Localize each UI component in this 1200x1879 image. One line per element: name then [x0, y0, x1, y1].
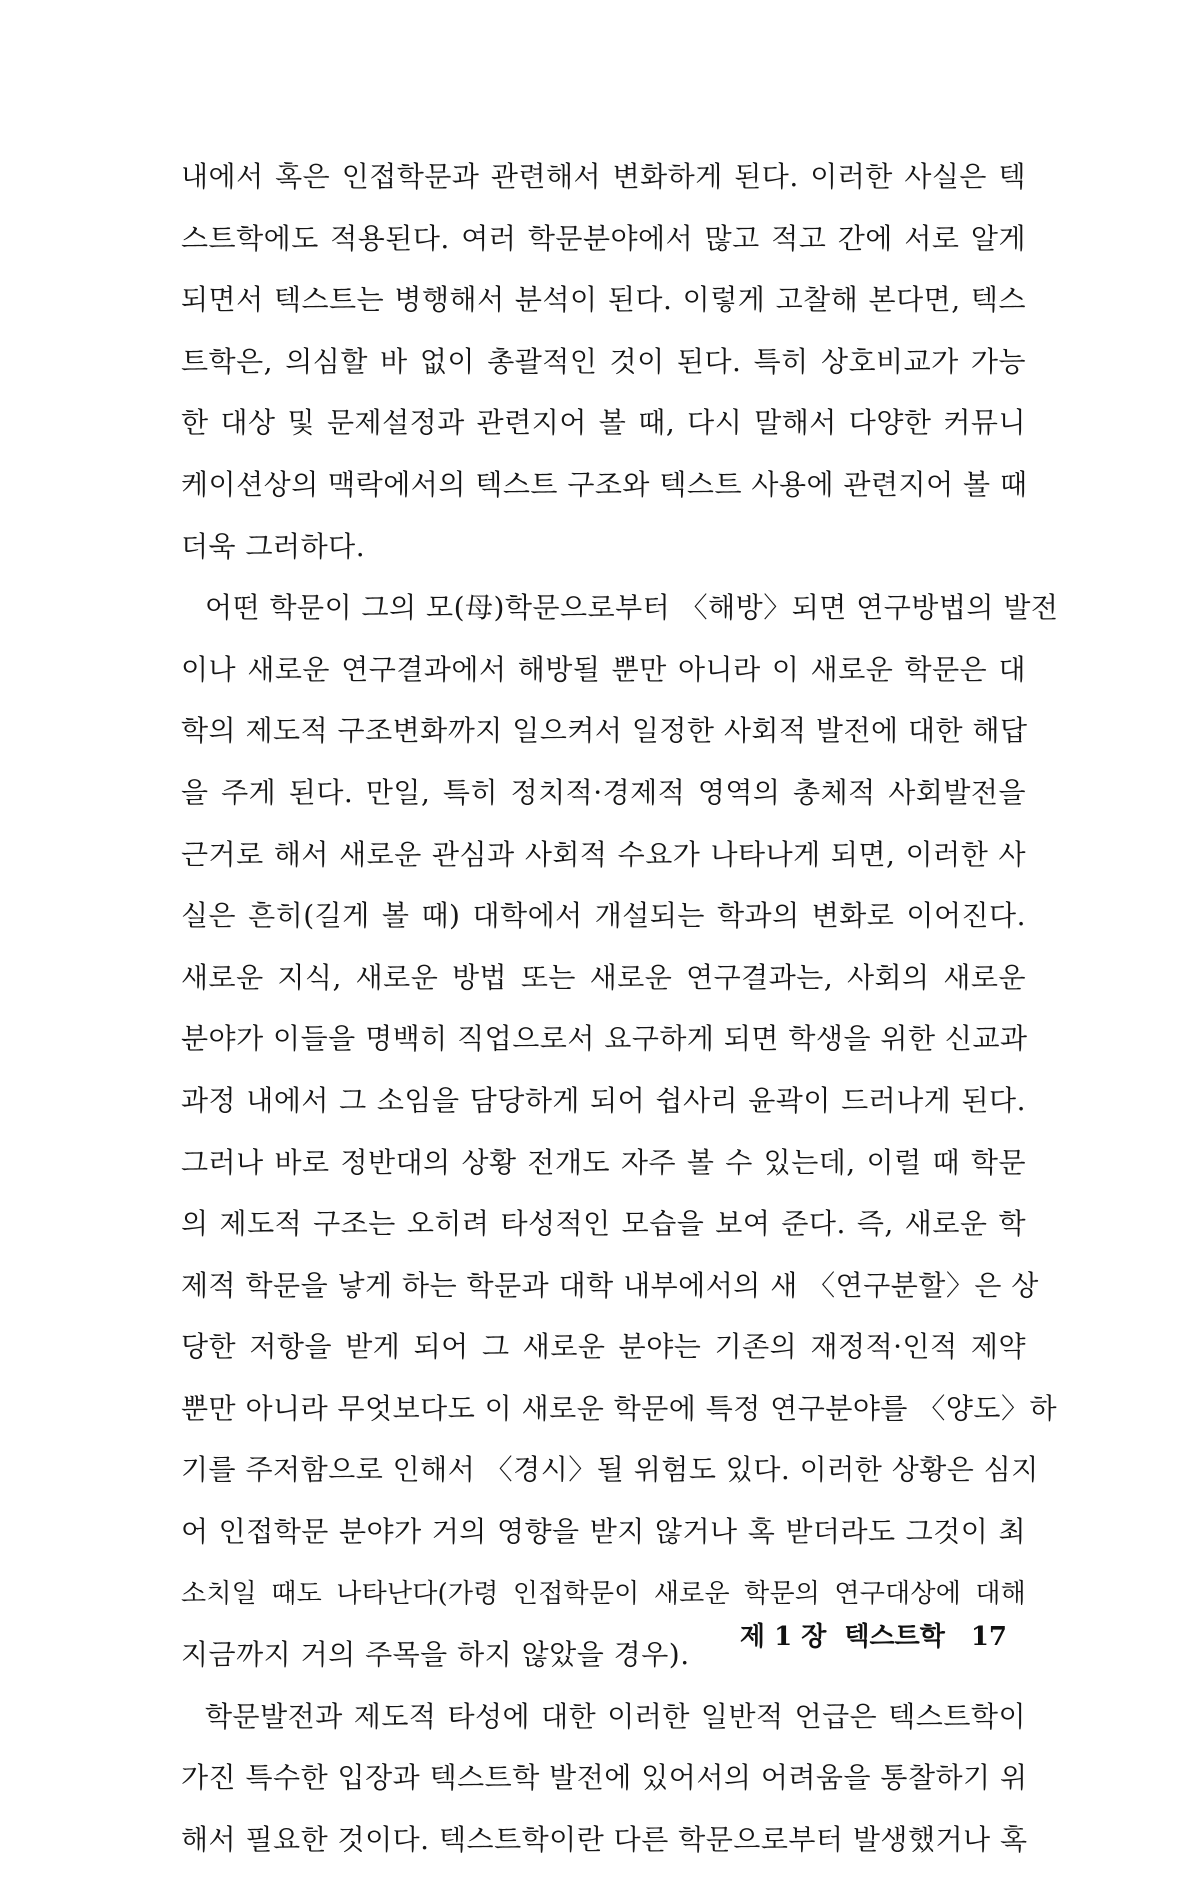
text-line: 새로운 지식, 새로운 방법 또는 새로운 연구결과는, 사회의 새로운	[181, 960, 1026, 994]
paragraph-first-line: 어떤 학문이 그의 모(母)학문으로부터 〈해방〉되면 연구방법의 발전	[205, 591, 1059, 625]
text-line: 과정 내에서 그 소임을 담당하게 되어 쉽사리 윤곽이 드러나게 된다.	[181, 1083, 1026, 1117]
text-line: 내에서 혹은 인접학문과 관련해서 변화하게 된다. 이러한 사실은 텍	[181, 160, 1026, 193]
text-line: 실은 흔히(길게 볼 때) 대학에서 개설되는 학과의 변화로 이어진다.	[181, 899, 1026, 933]
text-line: 그러나 바로 정반대의 상황 전개도 자주 볼 수 있는데, 이럴 때 학문	[181, 1145, 1026, 1179]
text-line: 스트학에도 적용된다. 여러 학문분야에서 많고 적고 간에 서로 알게	[181, 221, 1026, 255]
text-line: 기를 주저함으로 인해서 〈경시〉될 위험도 있다. 이러한 상황은 심지	[181, 1453, 1039, 1487]
page-number: 17	[970, 1622, 1007, 1652]
chapter-label: 제 1 장	[739, 1622, 827, 1652]
text-line: 지금까지 거의 주목을 하지 않았을 경우).	[181, 1638, 690, 1672]
text-line: 학의 제도적 구조변화까지 일으켜서 일정한 사회적 발전에 대한 해답	[181, 714, 1028, 748]
page-footer	[740, 1616, 1007, 1653]
text-line: 의 제도적 구조는 오히려 타성적인 모습을 보여 준다. 즉, 새로운 학	[181, 1207, 1026, 1241]
text-line: 한 대상 및 문제설정과 관련지어 볼 때, 다시 말해서 다양한 커뮤니	[181, 406, 1026, 440]
paragraph-first-line: 학문발전과 제도적 타성에 대한 이러한 일반적 언급은 텍스트학이	[205, 1699, 1026, 1733]
text-line: 근거로 해서 새로운 관심과 사회적 수요가 나타나게 되면, 이러한 사	[181, 837, 1026, 871]
text-line: 가진 특수한 입장과 텍스트학 발전에 있어서의 어려움을 통찰하기 위	[181, 1761, 1028, 1795]
text-line: 어 인접학문 분야가 거의 영향을 받지 않거나 혹 받더라도 그것이 최	[181, 1515, 1026, 1549]
text-line: 소치일 때도 나타난다(가령 인접학문이 새로운 학문의 연구대상에 대해	[181, 1578, 1026, 1609]
text-line: 더욱 그러하다.	[181, 529, 366, 563]
text-line: 해서 필요한 것이다. 텍스트학이란 다른 학문으로부터 발생했거나 혹	[181, 1823, 1028, 1857]
text-line: 트학은, 의심할 바 없이 총괄적인 것이 된다. 특히 상호비교가 가능	[181, 344, 1026, 378]
text-line: 제적 학문을 낳게 하는 학문과 대학 내부에서의 새 〈연구분할〉은 상	[181, 1268, 1039, 1302]
text-line: 되면서 텍스트는 병행해서 분석이 된다. 이렇게 고찰해 본다면, 텍스	[181, 283, 1026, 317]
text-line: 케이션상의 맥락에서의 텍스트 구조와 텍스트 사용에 관련지어 볼 때	[181, 467, 1028, 501]
text-line: 분야가 이들을 명백히 직업으로서 요구하게 되면 학생을 위한 신교과	[181, 1022, 1028, 1056]
text-line: 을 주게 된다. 만일, 특히 정치적·경제적 영역의 총체적 사회발전을	[181, 775, 1026, 809]
text-line: 뿐만 아니라 무엇보다도 이 새로운 학문에 특정 연구분야를 〈양도〉하	[181, 1391, 1058, 1425]
text-line: 당한 저항을 받게 되어 그 새로운 분야는 기존의 재정적·인적 제약	[181, 1330, 1026, 1364]
text-line: 이나 새로운 연구결과에서 해방될 뿐만 아니라 이 새로운 학문은 대	[181, 652, 1026, 686]
chapter-title: 텍스트학	[844, 1622, 945, 1652]
